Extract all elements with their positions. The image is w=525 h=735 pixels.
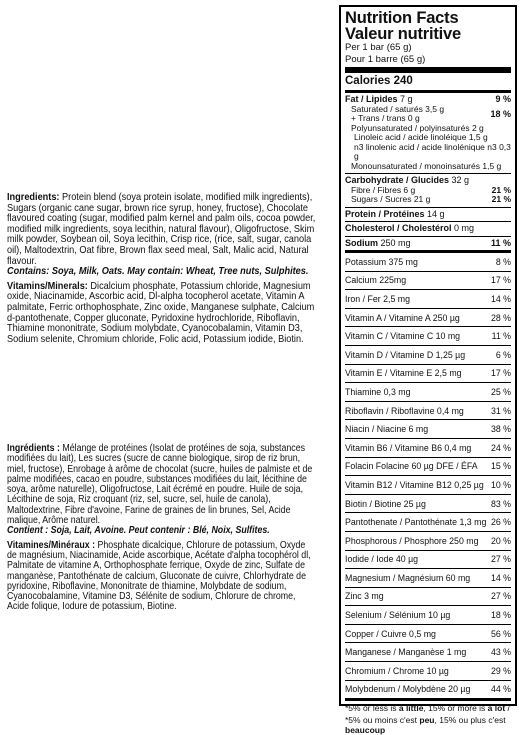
vitamins-text-fr: Phosphate dicalcique, Chlorure de potassium, Oxyde de magnésium, Niacinamide, Acide ascorbique, Acétate d'alpha tocophérol dl, Palmitate de vitamine A, Orthophosphate ferrique, Oxyde de zinc, Sulfate de manganèse, Pantothénate de calcium, Gluconate de cuivre, Chlorhydrate de pyridoxine, Riboflavine, Mononitrate de thiamine, Molybdate de sodium, Cyanocobalamine, Vitamine D3, Sélénite de sodium, Chlorure de chrome, Acide folique, Iodure de potassium, Biotine. <box>7 539 311 613</box>
nutrient-dv: 10 % <box>490 479 511 490</box>
nutrient-row <box>345 383 511 402</box>
nutrient-row <box>345 476 511 495</box>
calories: Calories 240 <box>345 75 413 87</box>
nutrient-label: Calcium 225mg <box>345 275 407 286</box>
footnote-en: *5% or less is a little, 15% or more is a lot / <box>345 703 510 714</box>
nutrient-row <box>345 606 511 625</box>
carb-group <box>345 174 511 207</box>
nutrient-dv: 11 % <box>491 331 511 342</box>
fat-group <box>345 93 511 173</box>
nutrient-label: Iron / Fer 2,5 mg <box>345 293 411 304</box>
nutrient-dv: 15 % <box>490 461 511 472</box>
nutrient-label: Biotin / Biotine 25 µg <box>345 498 426 509</box>
saturated-row: Saturated / saturés 3,5 g <box>351 103 445 114</box>
carb-row <box>345 175 511 186</box>
nutrient-label: Vitamin B6 / Vitamine B6 0,4 mg <box>345 442 472 453</box>
vitamins-paragraph <box>7 282 318 346</box>
nutrient-label: Phosphorous / Phosphore 250 mg <box>345 535 479 546</box>
nutrient-label: Copper / Cuivre 0,5 mg <box>345 628 436 639</box>
nutrient-label: Niacin / Niacine 6 mg <box>345 424 429 435</box>
ingredients-label-fr: Ingrédients : <box>7 443 60 454</box>
nutrient-row <box>345 662 511 681</box>
footnote <box>345 701 511 735</box>
fat-row <box>345 94 511 105</box>
fat-label: Fat / Lipides <box>345 94 398 104</box>
nutrient-row <box>345 643 511 662</box>
nutrient-dv: 6 % <box>495 349 511 360</box>
ingredients-label: Ingredients: <box>7 192 60 203</box>
nutrient-label: Vitamin B12 / Vitamine B12 0,25 µg <box>345 479 484 490</box>
nutrient-dv: 83 % <box>490 498 511 509</box>
ingredients-paragraph <box>7 193 318 278</box>
nutrient-dv: 20 % <box>490 535 511 546</box>
sodium-amount: 250 mg <box>380 237 411 248</box>
nutrient-dv: 17 % <box>490 368 511 379</box>
nutrient-row <box>345 551 511 570</box>
nutrient-dv: 18 % <box>490 610 511 621</box>
nutrient-dv: 28 % <box>490 312 511 323</box>
nutrient-row <box>345 681 511 699</box>
nutrient-dv: 25 % <box>490 386 511 397</box>
allergen-statement: Contains: Soya, Milk, Oats. May contain: Wheat, Tree nuts, Sulphites. <box>7 266 309 278</box>
serving-size-fr: Pour 1 barre (65 g) <box>345 53 426 65</box>
protein-amount: 14 g <box>427 208 445 219</box>
carb-label: Carbohydrate / Glucides <box>345 175 450 185</box>
nutrient-label: Magnesium / Magnésium 60 mg <box>345 572 471 583</box>
cholesterol-row <box>345 222 511 236</box>
nutrient-row <box>345 569 511 588</box>
ingredients-text: Protein blend (soya protein isolate, modified milk ingredients), Sugars (organic cane sugar, brown rice syrup, honey, fructose), Chocolate flavoured coating (sugar, modified palm kernel and palm oils, cocoa powder, modified milk ingredients, soya lecithin, natural flavour), Oligofructose, Skim milk powder, Soybean oil, Soya lecithin, Crisp rice, (rice, salt, sugar, canola oil), Maltodextrin, Oat fibre, Brown flax seed meal, Salt, Malic acid, Natural flavour. <box>7 192 316 267</box>
nutrient-dv: 8 % <box>495 256 511 267</box>
nutrient-dv: 27 % <box>490 591 511 602</box>
sugars-dv: 21 % <box>491 194 511 204</box>
nutrient-label: Pantothenate / Pantothénate 1,3 mg <box>345 517 487 528</box>
sat-trans-dv: 18 % <box>490 109 511 119</box>
nutrient-row <box>345 327 511 346</box>
fat-amount: 7 g <box>400 94 413 104</box>
n3-row: n3 linolenic acid / acide linolénique n3 0,3 g <box>354 141 511 161</box>
nutrient-label: Vitamin C / Vitamine C 10 mg <box>345 331 461 342</box>
sat-trans-block <box>345 105 511 124</box>
nutrient-row <box>345 290 511 309</box>
nutrient-label: Zinc 3 mg <box>345 591 384 602</box>
nutrient-dv: 43 % <box>490 647 511 658</box>
fibre-dv: 21 % <box>491 184 511 195</box>
nutrient-dv: 27 % <box>490 554 511 565</box>
ingredients-french <box>7 444 318 617</box>
nutrient-label: Molybdenum / Molybdène 20 µg <box>345 684 471 695</box>
vitamins-text: Dicalcium phosphate, Potassium chloride, Magnesium oxide, Niacinamide, Ascorbic acid, Dl-alpha tocopherol acetate, Vitamin A palmitate, Ferric orthophosphate, Zinc oxide, Manganese sulphate, Calcium d-pantothenate, Copper gluconate, Pyridoxine hydrochloride, Riboflavin, Thiamine mononitrate, Sodium molybdate, Cyanocobalamin, Vitamin D3, Sodium selenite, Chromium chloride, Folic acid, Potassium iodide, Biotin. <box>7 280 315 345</box>
linoleic-row: Linoleic acid / acide linoléique 1,5 g <box>354 132 488 142</box>
nutrient-row <box>345 532 511 551</box>
ingredients-text-fr: Mélange de protéines (Isolat de protéines de soja, substances modifiées du lait), Les sucres (sucre de canne biologique, sirop de riz brun, miel, fructose), Enrobage à arôme de chocolat (sucre, huiles de palmiste et de palme modifiées, cacao en poudre, substances modifiées du lait, lécithine de soya, arôme naturelle), Oligofructose, Lait écrémé en poudre. Huile de soja, Lécithine de soja, Riz croquant (riz, sel, sucre, sel, huile de canola), Maltodextrine, Fibre d'avoine, Farine de graines de lin brunes, Sel, Acide malique, Arôme naturel. <box>7 443 313 527</box>
fibre-label: Fibre / Fibres 6 g <box>351 184 416 195</box>
mono-row: Monounsaturated / monoinsaturés 1,5 g <box>351 160 502 171</box>
ingredients-english <box>7 193 318 349</box>
nutrient-dv: 17 % <box>490 275 511 286</box>
nutrient-dv: 38 % <box>490 424 511 435</box>
nutrient-label: Chromium / Chrome 10 µg <box>345 665 449 676</box>
nutrient-label: Folacin Folacine 60 µg DFE / ÉFA <box>345 461 478 472</box>
sodium-dv: 11 % <box>490 237 511 248</box>
nutrient-label: Thiamine 0,3 mg <box>345 386 411 397</box>
nutrient-label: Potassium 375 mg <box>345 256 418 267</box>
protein-row <box>345 208 511 222</box>
nutrient-row <box>345 495 511 514</box>
nutrient-dv: 31 % <box>490 405 511 416</box>
nutrient-row <box>345 588 511 607</box>
nutrient-label: Iodide / Iode 40 µg <box>345 554 419 565</box>
vitamins-label-fr: Vitamines/Minéraux : <box>7 539 96 551</box>
nutrient-dv: 26 % <box>490 517 511 528</box>
panel-title-fr: Valeur nutritive <box>345 25 462 43</box>
nutrient-label: Vitamin E / Vitamine E 2,5 mg <box>345 368 462 379</box>
nutrient-row <box>345 439 511 458</box>
nutrient-row <box>345 253 511 272</box>
nutrient-row <box>345 420 511 439</box>
panel-title-en: Nutrition Facts <box>345 9 459 27</box>
nutrient-row <box>345 625 511 644</box>
sugars-label: Sugars / Sucres 21 g <box>351 194 431 204</box>
fat-dv: 9 % <box>495 94 511 104</box>
trans-row: + Trans / trans 0 g <box>351 113 420 123</box>
nutrient-row <box>345 309 511 328</box>
nutrient-dv: 24 % <box>490 442 511 453</box>
nutrient-row <box>345 402 511 421</box>
nutrient-row <box>345 458 511 477</box>
nutrient-dv: 14 % <box>490 293 511 304</box>
serving-size-en: Per 1 bar (65 g) <box>345 42 412 53</box>
nutrition-facts-panel <box>339 5 517 735</box>
nutrient-dv: 44 % <box>490 684 511 695</box>
nutrient-row <box>345 513 511 532</box>
cholesterol-amount: 0 mg <box>454 223 475 233</box>
nutrient-row <box>345 346 511 365</box>
vitamins-paragraph-fr <box>7 541 318 613</box>
sodium-label: Sodium <box>345 237 378 248</box>
ingredients-paragraph-fr <box>7 444 318 537</box>
nutrient-dv: 29 % <box>490 665 511 676</box>
nutrient-label: Riboflavin / Riboflavine 0,4 mg <box>345 405 464 416</box>
vitamins-label: Vitamins/Minerals: <box>7 280 88 292</box>
nutrient-row <box>345 272 511 291</box>
nutrient-label: Selenium / Sélénium 10 µg <box>345 610 451 621</box>
sugars-row <box>345 195 511 205</box>
carb-amount: 32 g <box>451 175 470 185</box>
sodium-row <box>345 237 511 251</box>
nutrient-label: Vitamin D / Vitamine D 1,25 µg <box>345 349 466 360</box>
nutrient-dv: 56 % <box>490 628 511 639</box>
footnote-fr: *5% ou moins c'est peu, 15% ou plus c'est beaucoup <box>345 715 506 735</box>
nutrient-label: Manganese / Manganèse 1 mg <box>345 647 467 658</box>
protein-label: Protein / Protéines <box>345 208 425 219</box>
nutrient-row <box>345 365 511 384</box>
nutrient-list <box>345 253 511 698</box>
poly-row: Polyunsaturated / polyinsaturés 2 g <box>351 122 484 133</box>
allergen-statement-fr: Contient : Soja, Lait, Avoine. Peut contenir : Blé, Noix, Sulfites. <box>7 525 270 537</box>
nutrient-dv: 14 % <box>490 572 511 583</box>
cholesterol-label: Cholesterol / Cholestérol <box>345 223 452 233</box>
nutrient-label: Vitamin A / Vitamine A 250 µg <box>345 312 460 323</box>
